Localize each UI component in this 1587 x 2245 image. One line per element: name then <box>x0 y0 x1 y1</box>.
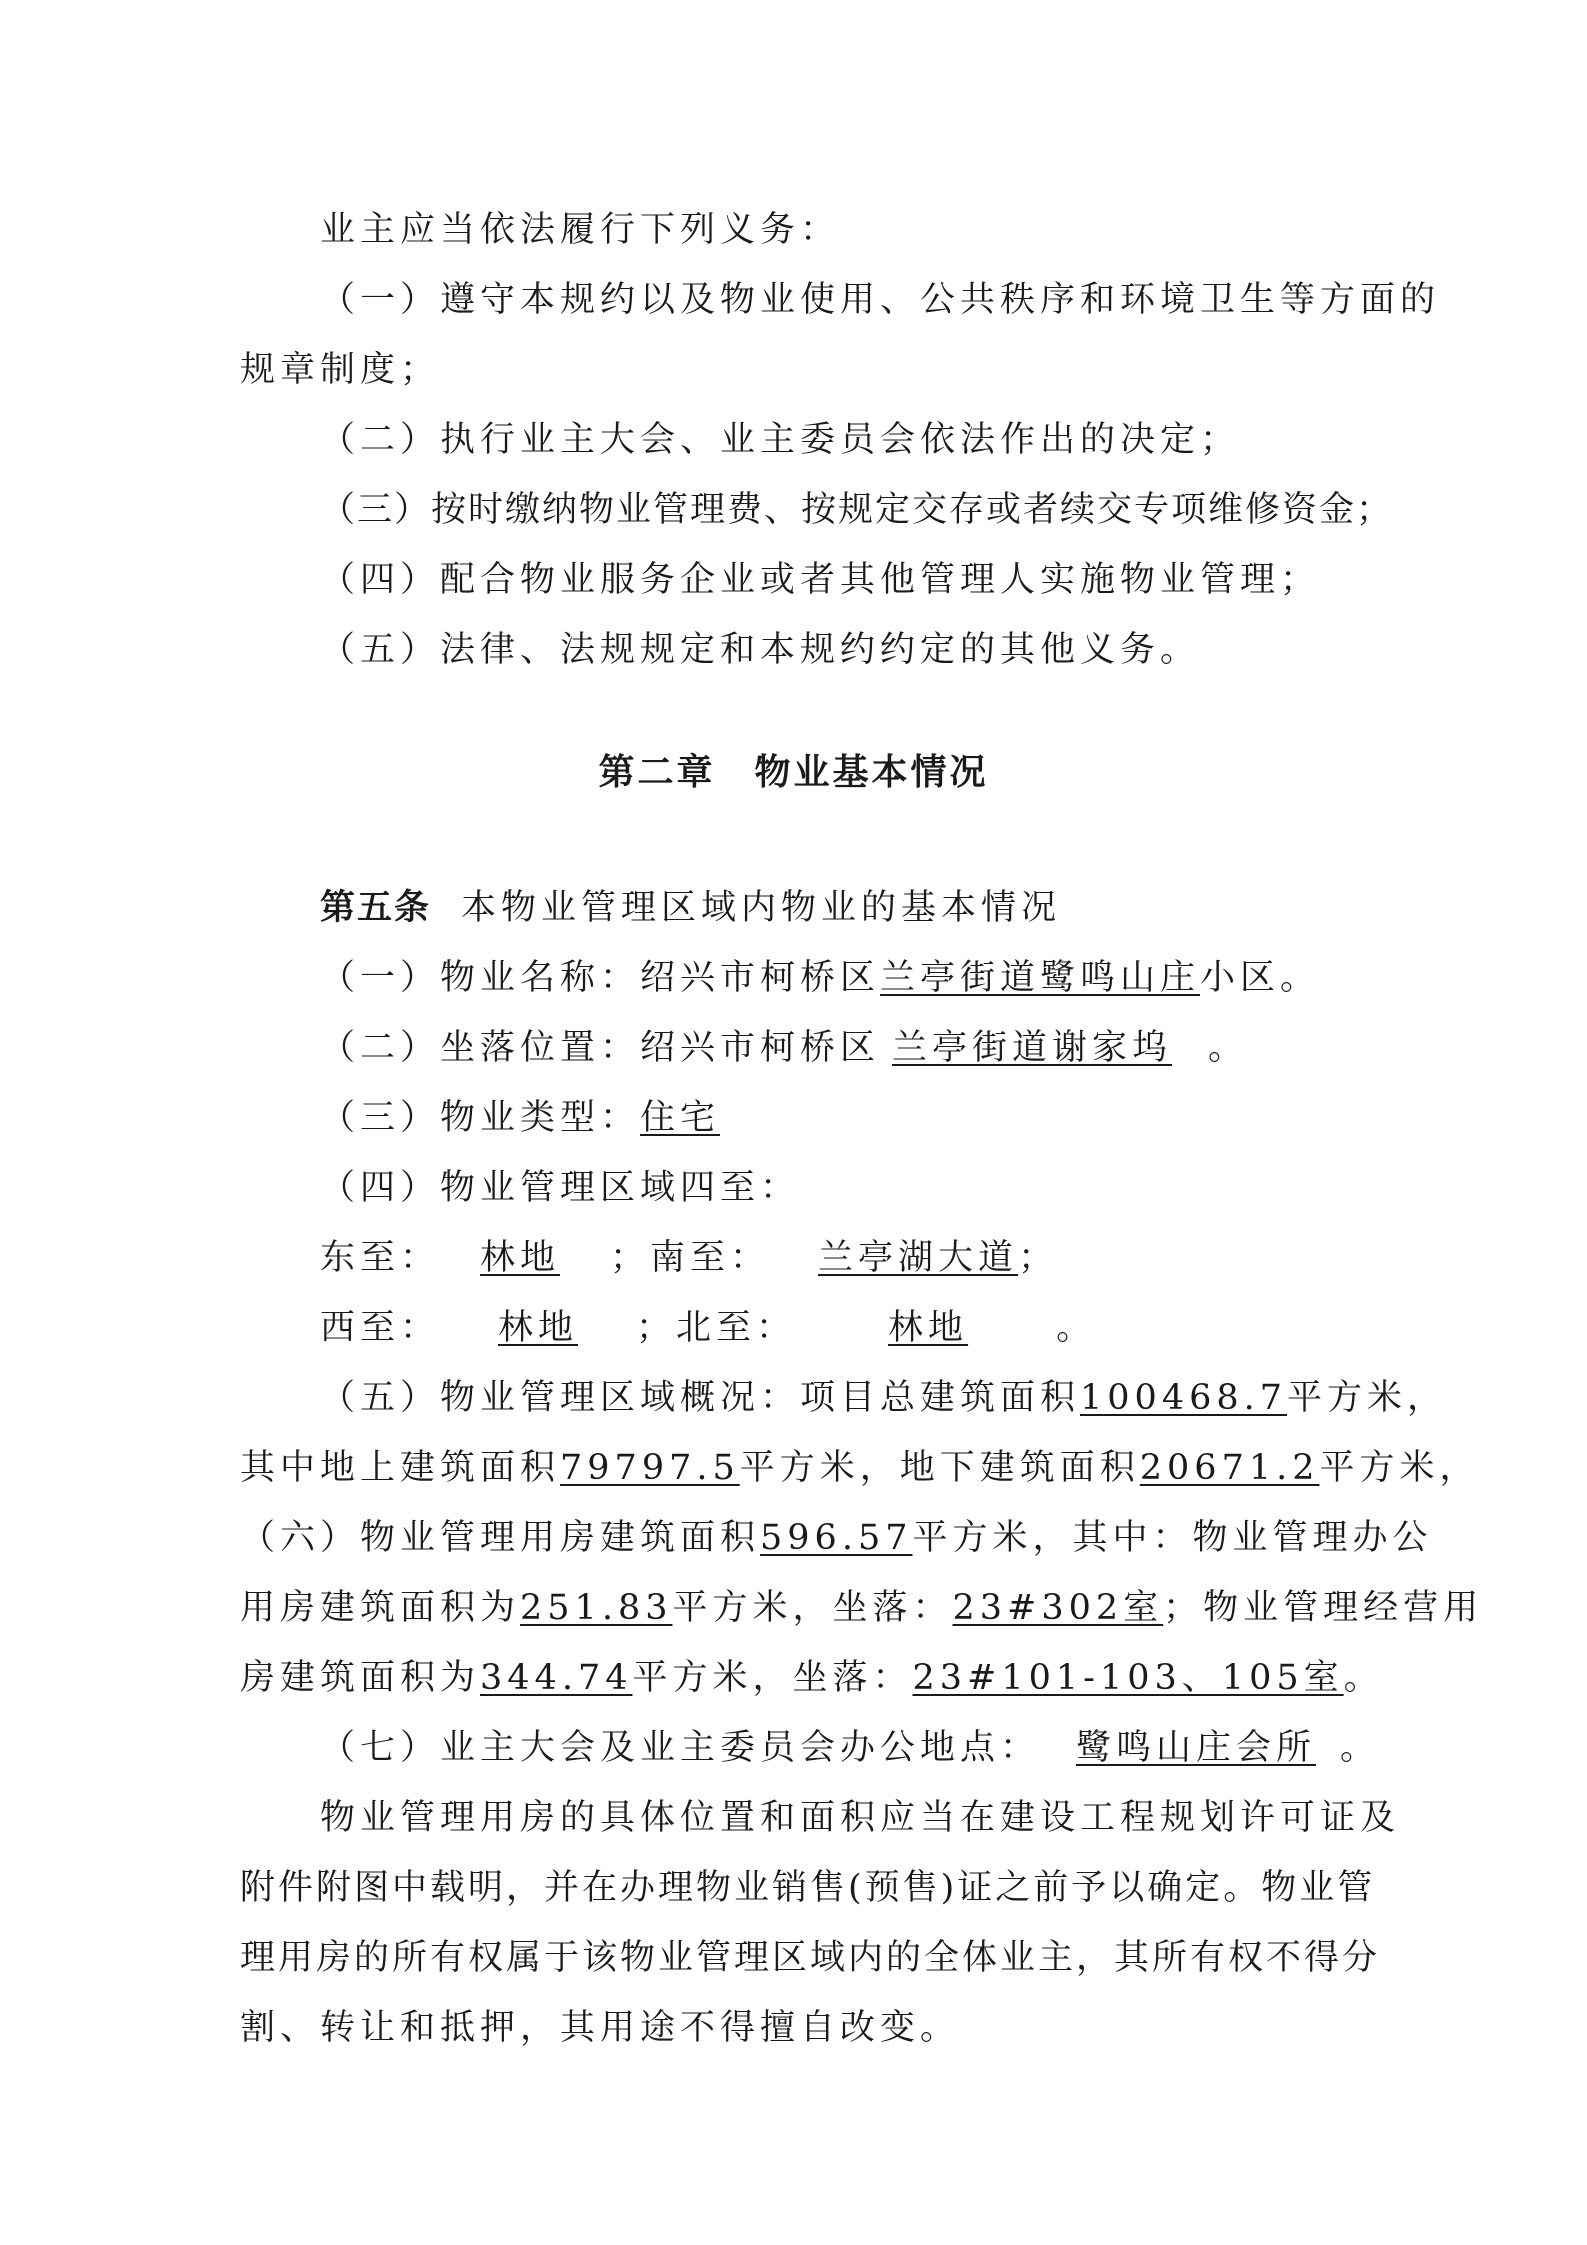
south-suffix: ； <box>1018 1238 1059 1278</box>
mgmt-room-line <box>0 1514 1587 1562</box>
above-area-value: 79797.5 <box>560 1448 740 1488</box>
paragraph-line-3: 理用房的所有权属于该物业管理区域内的全体业主，其所有权不得分 <box>240 1938 1381 1978</box>
owners-office-label: （七）业主大会及业主委员会办公地点： <box>320 1728 1041 1768</box>
office-room-line <box>0 1584 1587 1632</box>
mgmt-area-label: （六）物业管理用房建筑面积 <box>240 1518 761 1558</box>
property-location-label: （二）坐落位置：绍兴市柯桥区 <box>320 1028 881 1068</box>
owners-office-field <box>1040 1728 1326 1768</box>
below-area-label: 平方米，地下建筑面积 <box>739 1448 1140 1488</box>
office-suffix: ；物业管理经营用 <box>1163 1588 1484 1628</box>
south-label: ；南至： <box>610 1238 771 1278</box>
north-suffix: 。 <box>1056 1308 1097 1348</box>
east-field <box>440 1238 610 1278</box>
property-name-label: （一）物业名称：绍兴市柯桥区 <box>320 958 881 998</box>
business-area-label: 房建筑面积为 <box>240 1658 481 1698</box>
bounds-east-south-line <box>0 1234 1587 1282</box>
obligations-intro: 业主应当依法履行下列义务： <box>320 210 841 250</box>
north-value: 林地 <box>888 1308 969 1348</box>
above-area-label: 其中地上建筑面积 <box>240 1448 561 1488</box>
mgmt-area-suffix: 平方米，其中：物业管理办公 <box>912 1518 1433 1558</box>
below-area-value: 20671.2 <box>1139 1448 1320 1488</box>
total-area-unit: 平方米， <box>1287 1378 1448 1418</box>
bounds-west-north-line <box>0 1304 1587 1352</box>
owners-office-suffix: 。 <box>1340 1728 1381 1768</box>
property-type-label: （三）物业类型： <box>320 1098 641 1138</box>
total-area-value: 100468.7 <box>1080 1378 1288 1418</box>
office-area-value: 251.83 <box>520 1588 673 1628</box>
office-location-label: 平方米，坐落： <box>672 1588 953 1628</box>
business-room-line <box>0 1654 1587 1702</box>
property-location-field <box>880 1028 1208 1068</box>
below-area-unit: 平方米， <box>1319 1448 1480 1488</box>
south-field <box>770 1238 1018 1278</box>
article-title: 本物业管理区域内物业的基本情况 <box>461 888 1062 928</box>
article-label: 第五条 <box>320 888 432 928</box>
paragraph-line-2: 附件附图中载明，并在办理物业销售(预售)证之前予以确定。物业管 <box>240 1868 1376 1908</box>
office-area-label: 用房建筑面积为 <box>240 1588 521 1628</box>
property-name-line <box>0 954 1587 1002</box>
property-name-value: 兰亭街道鹭鸣山庄 <box>880 958 1201 998</box>
business-suffix: 。 <box>1343 1658 1384 1698</box>
property-type-value: 住宅 <box>640 1098 721 1138</box>
south-value: 兰亭湖大道 <box>818 1238 1019 1278</box>
owners-office-value: 鹭鸣山庄会所 <box>1076 1728 1317 1768</box>
obligation-item-1-cont: 规章制度； <box>240 350 441 390</box>
mgmt-area-value: 596.57 <box>760 1518 913 1558</box>
business-room-value: 23#101-103、105室 <box>912 1658 1344 1698</box>
north-label: ；北至： <box>636 1308 797 1348</box>
north-field <box>796 1308 1056 1348</box>
paragraph-line-4: 割、转让和抵押，其用途不得擅自改变。 <box>240 2008 961 2048</box>
east-label: 东至： <box>320 1238 441 1278</box>
owners-office-line <box>0 1724 1587 1772</box>
overview-line <box>0 1374 1587 1422</box>
property-location-suffix: 。 <box>1208 1028 1249 1068</box>
overview-label: （五）物业管理区域概况：项目总建筑面积 <box>320 1378 1081 1418</box>
business-area-value: 344.74 <box>480 1658 633 1698</box>
obligation-item-5: （五）法律、法规规定和本规约约定的其他义务。 <box>320 630 1201 670</box>
office-room-value: 23#302室 <box>952 1588 1164 1628</box>
property-name-suffix: 小区。 <box>1200 958 1321 998</box>
obligation-item-4: （四）配合物业服务企业或者其他管理人实施物业管理； <box>320 560 1321 600</box>
chapter-title: 第二章 物业基本情况 <box>598 752 989 793</box>
area-breakdown-line <box>0 1444 1587 1492</box>
west-label: 西至： <box>320 1308 441 1348</box>
obligation-item-3: （三）按时缴纳物业管理费、按规定交存或者续交专项维修资金； <box>320 490 1394 530</box>
west-field <box>440 1308 636 1348</box>
business-location-label: 平方米，坐落： <box>632 1658 913 1698</box>
east-value: 林地 <box>480 1238 561 1278</box>
paragraph-line-1: 物业管理用房的具体位置和面积应当在建设工程规划许可证及 <box>320 1798 1401 1838</box>
property-location-line <box>0 1024 1587 1072</box>
property-type-line <box>0 1094 1587 1142</box>
property-location-value: 兰亭街道谢家坞 <box>892 1028 1173 1068</box>
west-value: 林地 <box>498 1308 579 1348</box>
bounds-title: （四）物业管理区域四至： <box>320 1168 801 1208</box>
obligation-item-2: （二）执行业主大会、业主委员会依法作出的决定； <box>320 420 1241 460</box>
obligation-item-1: （一）遵守本规约以及物业使用、公共秩序和环境卫生等方面的 <box>320 280 1441 320</box>
article-5-heading <box>0 884 1587 932</box>
